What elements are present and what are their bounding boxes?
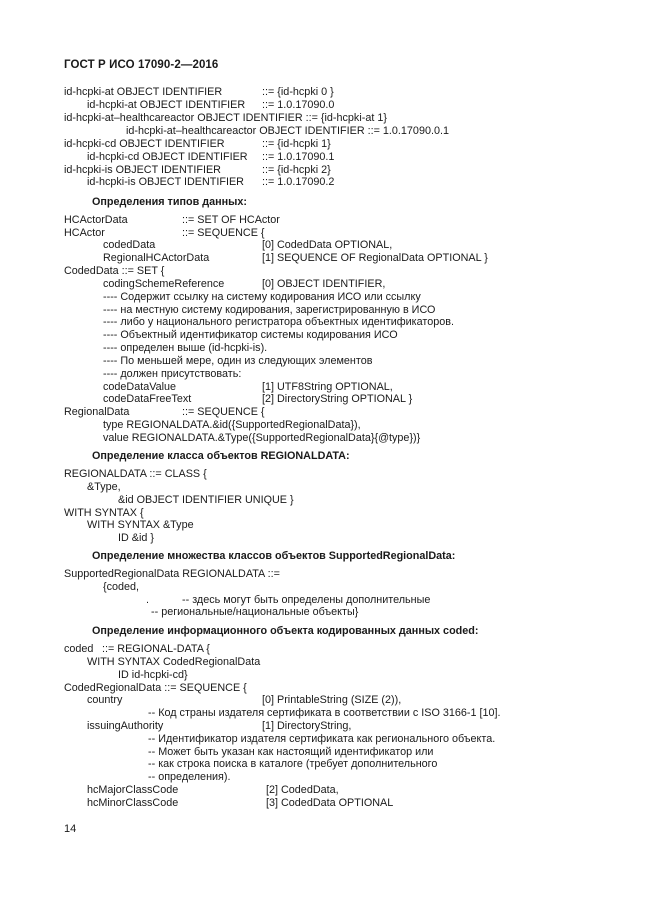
code-line-value: [0] OBJECT IDENTIFIER, [262, 278, 386, 290]
comment-line: -- Может быть указан как настоящий идентификатор или [148, 746, 434, 758]
code-line: id-hcpki-cd OBJECT IDENTIFIER [64, 138, 225, 150]
code-line-value: ::= SEQUENCE { [182, 406, 265, 418]
comment-line: -- определения). [148, 771, 231, 783]
code-line: id-hcpki-at OBJECT IDENTIFIER [64, 86, 223, 98]
code-line-value: [0] PrintableString (SIZE (2)), [262, 694, 402, 706]
comment-line: -- Идентификатор издателя сертификата как регионального объекта. [148, 733, 496, 745]
page-number: 14 [64, 823, 77, 835]
comment-line: ---- Содержит ссылку на систему кодирования ИСО или ссылку [103, 291, 421, 303]
comment-line: ---- По меньшей мере, один из следующих элементов [103, 355, 373, 367]
code-line: WITH SYNTAX CodedRegionalData [87, 656, 261, 668]
code-line-value: ::= 1.0.17090.1 [262, 151, 335, 163]
code-line: issuingAuthority [87, 720, 164, 732]
code-line-value: [2] CodedData, [266, 784, 339, 796]
code-line: codedData [103, 239, 156, 251]
code-line: . [146, 594, 149, 606]
code-line: id-hcpki-at–healthcareactor OBJECT IDENTIFIER ::= 1.0.17090.0.1 [126, 125, 449, 137]
code-line: &Type, [87, 481, 121, 493]
section-heading: Определения типов данных: [92, 196, 247, 208]
code-line: HCActor [64, 227, 105, 239]
code-line: SupportedRegionalData REGIONALDATA ::= [64, 568, 280, 580]
code-line: type REGIONALDATA.&id({SupportedRegionalData}), [103, 419, 361, 431]
code-line-value: [2] DirectoryString OPTIONAL } [262, 393, 413, 405]
code-line: codingSchemeReference [103, 278, 225, 290]
section-heading: Определение класса объектов REGIONALDATA: [92, 450, 350, 462]
code-line: ID id-hcpki-cd} [118, 669, 188, 681]
code-line: id-hcpki-at OBJECT IDENTIFIER [87, 99, 246, 111]
code-line: codeDataValue [103, 381, 177, 393]
code-line: CodedData ::= SET { [64, 265, 165, 277]
code-line: CodedRegionalData ::= SEQUENCE { [64, 682, 247, 694]
comment-line: -- здесь могут быть определены дополнительные [182, 594, 431, 606]
comment-line: ---- должен присутствовать: [103, 368, 242, 380]
comment-line: ---- определен выше (id-hcpki-is). [103, 342, 268, 354]
comment-line: ---- либо у национального регистратора объектных идентификаторов. [103, 316, 454, 328]
code-line: {coded, [103, 581, 140, 593]
code-line: &id OBJECT IDENTIFIER UNIQUE } [118, 494, 294, 506]
comment-line: ---- на местную систему кодирования, зарегистрированную в ИСО [103, 304, 436, 316]
code-line: country [87, 694, 123, 706]
code-line: REGIONALDATA ::= CLASS { [64, 468, 207, 480]
code-line: HCActorData [64, 214, 128, 226]
section-heading: Определение множества классов объектов SupportedRegionalData: [92, 550, 456, 562]
code-line: value REGIONALDATA.&Type({SupportedRegionalData}{@type})} [103, 432, 421, 444]
code-line: coded [64, 643, 94, 655]
code-line-value: [1] UTF8String OPTIONAL, [262, 381, 393, 393]
code-line: id-hcpki-is OBJECT IDENTIFIER [64, 164, 221, 176]
comment-line: ---- Объектный идентификатор системы кодирования ИСО [103, 329, 398, 341]
section-heading: Определение информационного объекта кодированных данных coded: [92, 625, 479, 637]
code-line: WITH SYNTAX &Type [87, 519, 194, 531]
code-line-value: ::= REGIONAL-DATA { [102, 643, 210, 655]
code-line-value: ::= {id-hcpki 1} [262, 138, 331, 150]
code-line-value: ::= 1.0.17090.2 [262, 176, 335, 188]
code-line-value: ::= {id-hcpki 2} [262, 164, 331, 176]
code-line: RegionalHCActorData [103, 252, 210, 264]
code-line: hcMajorClassCode [87, 784, 179, 796]
code-line-value: [1] DirectoryString, [262, 720, 352, 732]
code-line: id-hcpki-is OBJECT IDENTIFIER [87, 176, 244, 188]
code-line-value: ::= 1.0.17090.0 [262, 99, 335, 111]
code-line: ID &id } [118, 532, 155, 544]
code-line-value: [0] CodedData OPTIONAL, [262, 239, 393, 251]
code-line-value: ::= SET OF HCActor [182, 214, 280, 226]
document-header: ГОСТ Р ИСО 17090-2—2016 [64, 59, 219, 71]
code-line: RegionalData [64, 406, 130, 418]
comment-line: -- Код страны издателя сертификата в соответствии с ISO 3166-1 [10]. [148, 707, 501, 719]
code-line: WITH SYNTAX { [64, 507, 144, 519]
code-line-value: [3] CodedData OPTIONAL [266, 797, 394, 809]
code-line: id-hcpki-at–healthcareactor OBJECT IDENTIFIER ::= {id-hcpki-at 1} [64, 112, 387, 124]
comment-line: -- региональные/национальные объекты} [151, 606, 359, 618]
code-line: hcMinorClassCode [87, 797, 179, 809]
code-line-value: ::= SEQUENCE { [182, 227, 265, 239]
code-line: codeDataFreeText [103, 393, 192, 405]
comment-line: -- как строка поиска в каталоге (требует дополнительного [148, 758, 438, 770]
code-line-value: [1] SEQUENCE OF RegionalData OPTIONAL } [262, 252, 488, 264]
code-line-value: ::= {id-hcpki 0 } [262, 86, 334, 98]
code-line: id-hcpki-cd OBJECT IDENTIFIER [87, 151, 248, 163]
